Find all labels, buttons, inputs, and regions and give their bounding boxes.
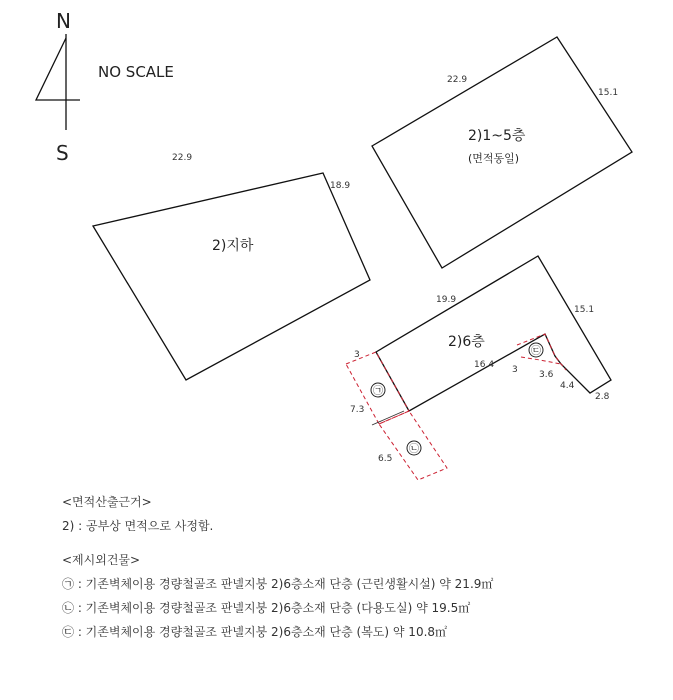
- basement-dim-top: 22.9: [172, 153, 193, 163]
- notes-section: [62, 490, 662, 644]
- floor-6-block: [354, 256, 611, 411]
- annex-dim-tick: [372, 411, 404, 425]
- floors-1-5-dim-right: 15.1: [598, 88, 619, 98]
- floor-6-dim-bottom-right: 2.8: [595, 392, 610, 402]
- marker-c-glyph: ㉢: [531, 346, 541, 357]
- notes-heading-basis: <면적산출근거>: [62, 495, 152, 509]
- scale-note: NO SCALE: [98, 63, 174, 81]
- annex-buildings: [346, 352, 447, 480]
- floor-6-dim-right: 15.1: [574, 305, 595, 315]
- floor-6-label: 2)6층: [448, 334, 485, 350]
- marker-b: [407, 441, 421, 455]
- floor-6-dim-step-3: 3: [512, 365, 518, 375]
- marker-c: [529, 343, 543, 357]
- basement-dim-right: 18.9: [330, 181, 351, 191]
- floors-1-5-dim-top: 22.9: [447, 75, 468, 85]
- basement-label: 2)지하: [212, 238, 254, 254]
- floor-6-dim-top: 19.9: [436, 295, 457, 305]
- notes-item-c: ㉢ : 기존벽체이용 경량철골조 판넬지붕 2)6층소재 단층 (복도) 약 10.8㎡: [62, 625, 448, 639]
- annex-c-divider: [521, 357, 561, 364]
- floor-6-dim-step-36: 3.6: [539, 370, 554, 380]
- floor-6-dim-inner: 16.4: [474, 360, 495, 370]
- marker-a: [371, 383, 385, 397]
- marker-b-glyph: ㉡: [409, 444, 419, 455]
- floors-1-5-block: [372, 37, 632, 268]
- notes-basis: 2) : 공부상 면적으로 사정함.: [62, 519, 214, 533]
- north-arrow: [36, 9, 80, 165]
- floor-6-dim-left-small: 3: [354, 350, 360, 360]
- notes-item-b: ㉡ : 기존벽체이용 경량철골조 판넬지붕 2)6층소재 단층 (다용도실) 약 19.5㎡: [62, 601, 471, 615]
- north-arrow-head: [36, 38, 80, 100]
- compass-north-label: N: [56, 9, 71, 33]
- annex-dim-a: 7.3: [350, 405, 365, 415]
- floor-6-dim-step-44: 4.4: [560, 381, 575, 391]
- basement-outline: [93, 173, 370, 380]
- floors-1-5-label: 2)1~5층: [468, 128, 526, 144]
- floor-6-outline: [376, 256, 611, 411]
- notes-item-a: ㉠ : 기존벽체이용 경량철골조 판넬지붕 2)6층소재 단층 (근린생활시설) 약 21.9㎡: [62, 577, 494, 591]
- basement-block: [93, 153, 370, 380]
- floors-1-5-sublabel: (면적동일): [468, 152, 520, 165]
- marker-a-glyph: ㉠: [373, 386, 383, 397]
- compass-south-label: S: [56, 141, 69, 165]
- notes-heading-excluded: <제시외건물>: [62, 553, 141, 567]
- annex-dim-b: 6.5: [378, 454, 393, 464]
